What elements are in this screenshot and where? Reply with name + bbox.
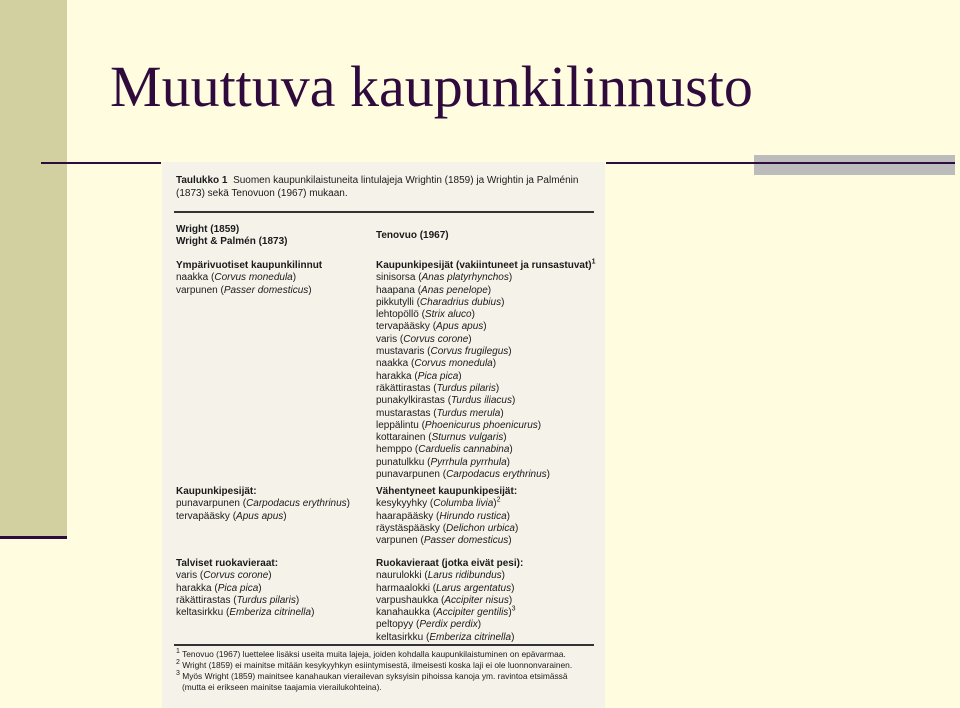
- species-finnish-name: varis: [176, 570, 198, 582]
- species-row: punavarpunen (Carpodacus erythrinus): [176, 498, 351, 510]
- species-list: [176, 498, 350, 523]
- species-row: haapana (Anas penelope): [376, 284, 492, 296]
- species-latin-name: Turdus merula: [436, 407, 501, 419]
- footnote-row: [176, 649, 601, 660]
- section-title: Ympärivuotiset kaupunkilinnut: [176, 260, 323, 271]
- species-finnish-name: peltopyy: [376, 619, 414, 631]
- species-latin-name: Corvus monedula: [414, 358, 493, 370]
- species-latin-name: Sturnus vulgaris: [431, 432, 504, 444]
- footnote-number: 3: [176, 670, 180, 678]
- footnotes: [176, 649, 601, 693]
- species-row: harmaalokki (Larus argentatus): [376, 582, 515, 594]
- right-header-line: Tenovuo (1967): [376, 230, 449, 241]
- section-left-2: [176, 486, 350, 523]
- species-row: harakka (Pica pica): [376, 370, 462, 382]
- species-row: keltasirkku (Emberiza citrinella): [376, 631, 515, 643]
- species-latin-name: Columba livia: [433, 498, 494, 510]
- species-row: punavarpunen (Carpodacus erythrinus): [376, 469, 551, 481]
- side-accent-bar: [0, 0, 67, 536]
- species-latin-name: Accipiter nisus: [444, 594, 509, 606]
- species-latin-name: Pica pica: [417, 370, 459, 382]
- species-finnish-name: leppälintu: [376, 419, 419, 431]
- footnote-number: 1: [176, 648, 180, 656]
- species-row: keltasirkku (Emberiza citrinella): [176, 607, 315, 619]
- footnote-row: [176, 671, 601, 682]
- left-column-header: [176, 224, 288, 248]
- species-finnish-name: varpushaukka: [376, 594, 439, 606]
- species-row: varis (Corvus corone): [176, 570, 272, 582]
- species-finnish-name: haarapääsky: [376, 510, 434, 522]
- species-finnish-name: varpunen: [176, 284, 218, 296]
- species-latin-name: Emberiza citrinella: [229, 607, 312, 619]
- left-header-line-1: Wright (1859): [176, 224, 240, 235]
- species-row: naurulokki (Larus ridibundus): [376, 570, 505, 582]
- section-title: Kaupunkipesijät:: [176, 486, 257, 497]
- species-row: peltopyy (Perdix perdix): [376, 619, 482, 631]
- section-right-3: [376, 558, 523, 644]
- left-header-line-2: Wright & Palmén (1873): [176, 236, 288, 247]
- species-list: [176, 272, 322, 297]
- species-finnish-name: harakka: [376, 370, 412, 382]
- right-column-header: [376, 230, 449, 242]
- species-row: pikkutylli (Charadrius dubius): [376, 296, 505, 308]
- species-row: leppälintu (Phoenicurus phoenicurus): [376, 419, 542, 431]
- species-row: naakka (Corvus monedula): [376, 358, 497, 370]
- species-latin-name: Pica pica: [217, 582, 259, 594]
- species-latin-name: Charadrius dubius: [419, 296, 502, 308]
- species-finnish-name: räystäspääsky: [376, 522, 440, 534]
- species-latin-name: Carduelis cannabina: [418, 444, 510, 456]
- species-latin-name: Phoenicurus phoenicurus: [424, 419, 538, 431]
- species-list: [376, 272, 596, 481]
- species-latin-name: Anas penelope: [421, 284, 488, 296]
- table-rule-bottom: [174, 644, 594, 646]
- species-finnish-name: kottarainen: [376, 432, 426, 444]
- species-row: mustarastas (Turdus merula): [376, 407, 504, 419]
- species-finnish-name: naurulokki: [376, 570, 422, 582]
- species-row: naakka (Corvus monedula): [176, 272, 297, 284]
- footnote-row: [176, 660, 601, 671]
- table-image: [162, 162, 605, 708]
- species-finnish-name: naakka: [176, 272, 209, 284]
- species-row: haarapääsky (Hirundo rustica): [376, 510, 510, 522]
- footnote-marker: 1: [591, 258, 596, 266]
- species-row: lehtopöllö (Strix aluco): [376, 309, 475, 321]
- table-caption-text: Suomen kaupunkilaistuneita lintulajeja Wrightin (1859) ja Wrightin ja Palménin (1873) sekä Tenovuon (1967) mukaan.: [176, 175, 579, 199]
- footnote-row: [176, 682, 601, 693]
- footnote-text: Tenovuo (1967) luettelee lisäksi useita muita lajeja, joiden kohdalla kaupunkilaistuminen on epävarmaa.: [182, 649, 566, 659]
- section-title: [376, 260, 596, 272]
- section-title: Talviset ruokavieraat:: [176, 558, 279, 569]
- species-latin-name: Anas platyrhynchos: [421, 272, 509, 284]
- species-latin-name: Carpodacus erythrinus: [446, 469, 547, 481]
- species-latin-name: Strix aluco: [424, 309, 472, 321]
- footnote-text: Wright (1859) ei mainitse mitään kesykyyhkyn esiintymisestä, ilmeisesti koska laji ei ole luonnonvarainen.: [182, 660, 573, 670]
- species-row: tervapääsky (Apus apus): [376, 321, 487, 333]
- species-finnish-name: keltasirkku: [176, 607, 224, 619]
- species-finnish-name: harakka: [176, 582, 212, 594]
- species-row: varpushaukka (Accipiter nisus): [376, 594, 513, 606]
- species-latin-name: Corvus monedula: [214, 272, 293, 284]
- species-latin-name: Emberiza citrinella: [429, 631, 512, 643]
- species-finnish-name: varis: [376, 333, 398, 345]
- species-latin-name: Corvus frugilegus: [430, 346, 509, 358]
- species-latin-name: Passer domesticus: [223, 284, 309, 296]
- species-finnish-name: keltasirkku: [376, 631, 424, 643]
- table-caption-label: Taulukko 1: [176, 175, 228, 186]
- species-finnish-name: pikkutylli: [376, 296, 414, 308]
- section-right-2: [376, 486, 518, 547]
- footnote-marker: 3: [511, 605, 516, 613]
- species-latin-name: Larus ridibundus: [427, 570, 502, 582]
- section-left-1: [176, 260, 322, 297]
- species-finnish-name: lehtopöllö: [376, 309, 419, 321]
- species-finnish-name: kesykyyhky: [376, 498, 428, 510]
- species-finnish-name: varpunen: [376, 535, 418, 547]
- species-row: punatulkku (Pyrrhula pyrrhula): [376, 456, 510, 468]
- species-row: mustavaris (Corvus frugilegus): [376, 346, 512, 358]
- species-latin-name: Corvus corone: [403, 333, 469, 345]
- species-row: räkättirastas (Turdus pilaris): [376, 382, 500, 394]
- species-finnish-name: punatulkku: [376, 456, 425, 468]
- species-row: räystäspääsky (Delichon urbica): [376, 522, 519, 534]
- species-row: tervapääsky (Apus apus): [176, 510, 287, 522]
- species-latin-name: Passer domesticus: [423, 535, 509, 547]
- species-row: hemppo (Carduelis cannabina): [376, 444, 513, 456]
- species-latin-name: Carpodacus erythrinus: [246, 498, 347, 510]
- species-row: varpunen (Passer domesticus): [376, 535, 512, 547]
- species-finnish-name: harmaalokki: [376, 582, 430, 594]
- species-finnish-name: punavarpunen: [376, 469, 440, 481]
- section-title: Vähentyneet kaupunkipesijät:: [376, 486, 518, 497]
- species-latin-name: Turdus pilaris: [236, 594, 296, 606]
- species-finnish-name: räkättirastas: [176, 594, 231, 606]
- species-row: räkättirastas (Turdus pilaris): [176, 594, 300, 606]
- footnote-text: Myös Wright (1859) mainitsee kanahaukan vierailevan syksyisin pihoissa kanoja ym. ravintoa etsimässä: [182, 671, 568, 681]
- species-finnish-name: mustarastas: [376, 407, 431, 419]
- species-list: [376, 498, 518, 547]
- title-rule-right: [606, 162, 754, 164]
- slide-title: Muuttuva kaupunkilinnusto: [110, 54, 753, 119]
- species-row: kanahaukka (Accipiter gentilis)$^3$: [376, 605, 516, 619]
- species-row: punakylkirastas (Turdus iliacus): [376, 395, 516, 407]
- species-row: varpunen (Passer domesticus): [176, 284, 312, 296]
- species-finnish-name: tervapääsky: [176, 510, 230, 522]
- species-row: kesykyyhky (Columba livia)$^2$: [376, 496, 501, 510]
- species-latin-name: Accipiter gentilis: [436, 607, 509, 619]
- section-title-text: Kaupunkipesijät (vakiintuneet ja runsastuvat): [376, 260, 592, 271]
- side-accent-underline: [0, 536, 67, 539]
- title-rule-left: [41, 162, 161, 164]
- title-rule-grey-bar: [754, 155, 955, 175]
- species-finnish-name: punavarpunen: [176, 498, 240, 510]
- species-list: [176, 570, 314, 619]
- footnote-number: 2: [176, 659, 180, 667]
- species-latin-name: Hirundo rustica: [439, 510, 507, 522]
- species-finnish-name: naakka: [376, 358, 409, 370]
- species-finnish-name: punakylkirastas: [376, 395, 445, 407]
- species-latin-name: Larus argentatus: [436, 582, 512, 594]
- species-finnish-name: hemppo: [376, 444, 413, 456]
- species-finnish-name: tervapääsky: [376, 321, 430, 333]
- species-latin-name: Apus apus: [436, 321, 484, 333]
- species-finnish-name: mustavaris: [376, 346, 425, 358]
- species-latin-name: Corvus corone: [203, 570, 269, 582]
- species-latin-name: Turdus iliacus: [451, 395, 512, 407]
- species-row: harakka (Pica pica): [176, 582, 262, 594]
- species-latin-name: Delichon urbica: [446, 522, 515, 534]
- species-finnish-name: kanahaukka: [376, 607, 430, 619]
- section-left-3: [176, 558, 314, 619]
- species-finnish-name: haapana: [376, 284, 415, 296]
- species-latin-name: Perdix perdix: [419, 619, 478, 631]
- species-latin-name: Apus apus: [236, 510, 284, 522]
- species-latin-name: Turdus pilaris: [436, 382, 496, 394]
- species-row: varis (Corvus corone): [376, 333, 472, 345]
- footnote-marker: 2: [496, 496, 501, 504]
- species-row: kottarainen (Sturnus vulgaris): [376, 432, 507, 444]
- species-list: [376, 570, 523, 644]
- species-finnish-name: räkättirastas: [376, 382, 431, 394]
- table-caption: [176, 174, 596, 200]
- footnote-text: (mutta ei erikseen mainitse taajamia vierailukohteina).: [182, 682, 382, 692]
- species-finnish-name: sinisorsa: [376, 272, 416, 284]
- species-row: sinisorsa (Anas platyrhynchos): [376, 272, 513, 284]
- section-right-1: [376, 260, 596, 481]
- species-latin-name: Pyrrhula pyrrhula: [430, 456, 507, 468]
- section-title: Ruokavieraat (jotka eivät pesi):: [376, 558, 524, 569]
- table-rule-top: [174, 211, 594, 213]
